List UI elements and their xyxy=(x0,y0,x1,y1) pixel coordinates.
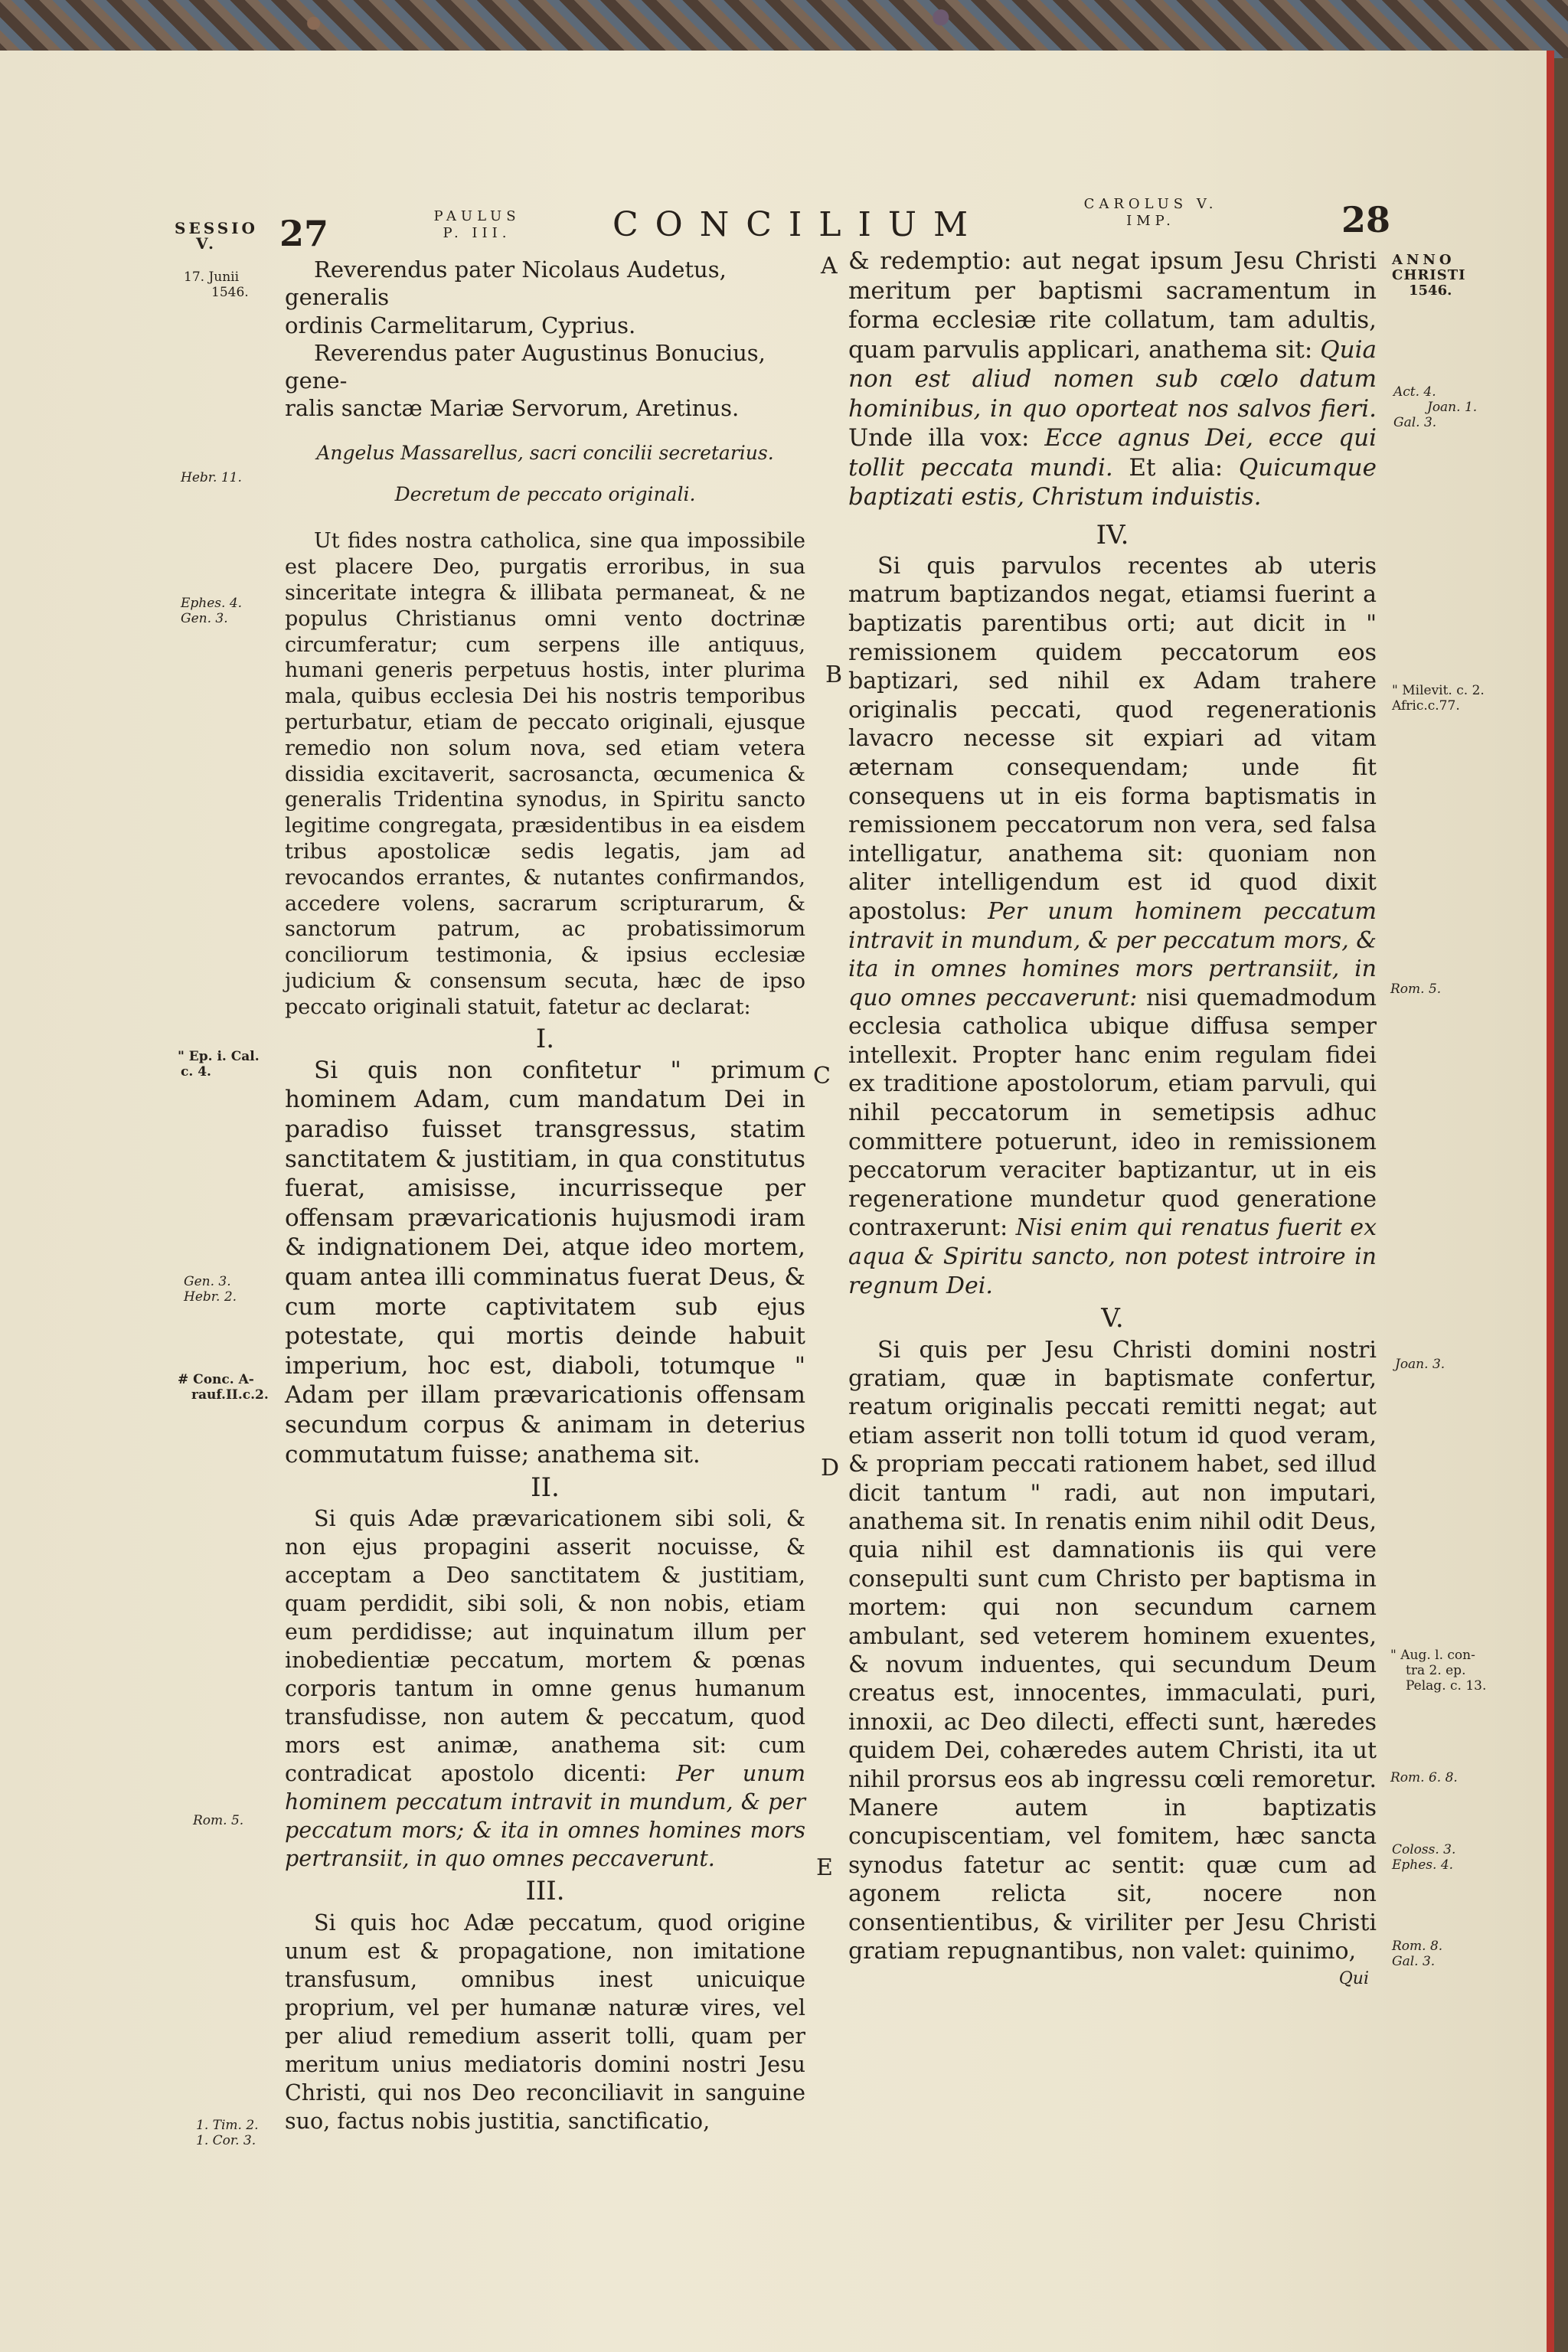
emperor-name: CAROLUS V. xyxy=(1083,196,1218,212)
canon-1-number: I. xyxy=(535,1023,555,1054)
ref-gal3b: Gal. 3. xyxy=(1392,1954,1436,1969)
canon-4-number: IV. xyxy=(1096,519,1129,550)
ref-afric: Afric.c.77. xyxy=(1392,698,1460,714)
canon-3-cont-unde: Unde illa vox: xyxy=(848,424,1045,452)
session-number: V. xyxy=(196,234,217,253)
margin-ref-tim-cor xyxy=(196,2118,280,2148)
canon-3-quote-john: Ecce agnus Dei, ecce qui tollit peccata mundi. xyxy=(848,424,1377,482)
margin-date xyxy=(184,270,276,300)
attendee-1-line2: ordinis Carmelitarum, Cyprius. xyxy=(285,312,636,338)
canon-4-text xyxy=(848,552,1377,1300)
ref-aug: " Aug. l. con- xyxy=(1390,1648,1475,1663)
ref-gen3: Gen. 3. xyxy=(181,611,228,626)
margin-ref-coloss xyxy=(1392,1842,1484,1873)
margin-ref-conc xyxy=(178,1372,285,1403)
margin-ref-rom5-right: Rom. 5. xyxy=(1390,982,1442,997)
margin-ref-acts xyxy=(1393,384,1508,430)
right-column xyxy=(848,247,1377,1994)
ref-milev: " Milevit. c. 2. xyxy=(1392,683,1485,698)
canon-3-continuation xyxy=(848,247,1377,512)
ref-gen3b: Gen. 3. xyxy=(184,1274,231,1289)
ref-conc2: rauf.II.c.2. xyxy=(191,1387,269,1403)
margin-ref-joan3: Joan. 3. xyxy=(1395,1357,1446,1372)
section-letter-a: A xyxy=(821,253,838,279)
margin-ref-ephes xyxy=(181,596,273,626)
ref-rom8: Rom. 8. xyxy=(1392,1939,1443,1954)
ref-tim: 1. Tim. 2. xyxy=(196,2118,259,2133)
attendee-2-line1: Reverendus pater Augustinus Bonucius, gene- xyxy=(285,339,766,394)
left-pope-name xyxy=(420,208,534,242)
ref-hebr2: Hebr. 2. xyxy=(184,1289,237,1305)
canon-5-number: V. xyxy=(1101,1303,1124,1334)
ref-aug3: Pelag. c. 13. xyxy=(1406,1678,1487,1694)
emperor-title: IMP. xyxy=(1126,213,1175,229)
pope-ordinal: P. III. xyxy=(443,225,511,241)
right-page-number: 28 xyxy=(1341,199,1391,240)
left-column xyxy=(285,256,805,2135)
canon-3-quote-acts: Quia non est aliud nomen sub cœlo datum hominibus, in quo oporteat nos salvos fieri. xyxy=(848,335,1377,423)
canon-4-body: Si quis parvulos recentes ab uteris matrum baptizandos negat, etiamsi fuerint a baptizatis parentibus orti; aut dicit in " remissionem quidem peccatorum eos baptizari, sed nihil ex Adam trahere originalis peccati, quod regenerationis lavacro necesse sit expiari ad vitam æternam consequendam; unde fit consequens ut in eis forma baptismatis in remissionem peccatorum non vera, sed falsa intelligatur, anathema sit: quoniam non aliter intelligendum est id quod dixit apostolus: xyxy=(848,552,1377,925)
canon-2-body: Si quis Adæ prævaricationem sibi soli, & non ejus propagini asserit nocuisse, & acceptam a Deo sanctitatem & justitiam, quam perdidit, sibi soli, & non nobis, etiam eum perdidisse; aut inquinatum illum per inobedientiæ peccatum, mortem & pœnas corporis tantum in omne genus humanum transfudisse, non autem & peccatum, quod mors est animæ, anathema sit: cum contradicat apostolo dicenti: xyxy=(285,1506,805,1787)
ref-coloss: Coloss. 3. xyxy=(1392,1842,1456,1857)
ref-ephes: Ephes. 4. xyxy=(181,596,243,611)
catchword: Qui xyxy=(1338,1969,1369,1989)
margin-ref-gen-hebr xyxy=(184,1274,276,1305)
pope-name: PAULUS xyxy=(433,208,521,224)
canon-3-number: III. xyxy=(525,1876,565,1907)
section-letter-c: C xyxy=(813,1063,831,1089)
margin-ref-epistle xyxy=(178,1049,277,1080)
ref-ep-col2: c. 4. xyxy=(181,1064,211,1080)
right-emperor-name xyxy=(1070,196,1231,230)
canon-3-cont-text: & redemptio: aut negat ipsum Jesu Christi meritum per baptismi sacramentum in forma ecclesiæ rite collatum, tam adultis, quam parvulis applicari, anathema sit: xyxy=(848,247,1377,364)
running-title: CONCILIUM xyxy=(612,205,985,244)
margin-anno xyxy=(1392,253,1507,299)
session-date: 17. Junii xyxy=(184,270,240,285)
session-year: 1546. xyxy=(211,285,249,300)
section-letter-d: D xyxy=(821,1455,840,1481)
ref-ep-col: " Ep. i. Cal. xyxy=(178,1049,260,1064)
section-letter-b: B xyxy=(825,662,843,688)
decree-title: Decretum de peccato originali. xyxy=(394,483,696,506)
canon-3-quote-gal: Quicumque baptizati estis, Christum induistis. xyxy=(848,453,1377,511)
canon-2-number: II. xyxy=(531,1472,560,1504)
margin-ref-milevit xyxy=(1392,683,1514,714)
margin-ref-hebr11: Hebr. 11. xyxy=(181,470,242,485)
attendee-1-line1: Reverendus pater Nicolaus Audetus, generalis xyxy=(285,256,727,311)
ref-cor: 1. Cor. 3. xyxy=(196,2133,256,2148)
canon-4-quote-rom: Per unum hominem peccatum intravit in mundum, & per peccatum mors, & ita in omnes homines mors pertransiit, in quo omnes peccaverunt: xyxy=(848,897,1377,1011)
book-page xyxy=(0,51,1554,2352)
fabric-background xyxy=(0,0,1568,58)
margin-session xyxy=(175,220,274,251)
canon-5-text: Si quis per Jesu Christi domini nostri gratiam, quæ in baptismate confertur, reatum originalis peccati remitti negat; aut etiam asserit non tolli totum id quod veram, & propriam peccati rationem habet, sed illud dicit tantum " radi, aut non imputari, anathema sit. In renatis enim nihil odit Deus, quia nihil est damnationis iis qui vere consepulti sunt cum Christo per baptisma in mortem: qui non secundum carnem ambulant, sed veterem hominem exuentes, & novum induentes, qui secundum Deum creatus est, innocentes, immaculati, puri, innoxii, ac Deo dilecti, effecti sunt, hæredes quidem Dei, cohæredes autem Christi, ita ut nihil prorsus eos ab ingressu cœli remoretur. Manere autem in baptizatis concupiscentiam, vel fomitem, hæc sancta synodus fatetur ac sentit: quæ cum ad agonem relicta sit, nocere non consentientibus, & viriliter per Jesu Christi gratiam repugnantibus, non valet: quinimo, xyxy=(848,1336,1377,1965)
canon-3-text: Si quis hoc Adæ peccatum, quod origine unum est & propagatione, non imitatione transfusum, omnibus inest unicuique proprium, vel per humanæ naturæ vires, vel per aliud remedium asserit tolli, quam per meritum unius mediatoris domini nostri Jesu Christi, qui nos Deo reconciliavit in sanguine suo, factus nobis justitia, sanctificatio, xyxy=(285,1909,805,2134)
margin-ref-rom68: Rom. 6. 8. xyxy=(1390,1770,1458,1785)
left-page-number: 27 xyxy=(279,213,329,254)
christi-label: CHRISTI xyxy=(1392,267,1466,283)
margin-ref-rom5: Rom. 5. xyxy=(193,1813,244,1828)
canon-4-quote-john: Nisi enim qui renatus fuerit ex aqua & Spiritu sancto, non potest introire in regnum Dei. xyxy=(848,1214,1377,1299)
section-letter-e: E xyxy=(816,1854,833,1881)
ref-ephes4: Ephes. 4. xyxy=(1392,1857,1454,1873)
ref-act: Act. 4. xyxy=(1393,384,1436,400)
ref-aug2: tra 2. ep. xyxy=(1406,1663,1466,1678)
anno-label: ANNO xyxy=(1392,252,1455,268)
secretary-line: Angelus Massarellus, sacri concilii secretarius. xyxy=(316,441,774,464)
canon-2-quote: Per unum hominem peccatum intravit in mundum, & per peccatum mors; & ita in omnes homines mors pertransiit, in quo omnes peccaverunt. xyxy=(285,1761,805,1872)
ref-gal3: Gal. 3. xyxy=(1393,415,1437,430)
canon-4-body-2: nisi quemadmodum ecclesia catholica ubique diffusa semper intellexit. Propter hanc enim regulam fidei ex traditione apostolorum, etiam parvuli, qui nihil peccatorum in semetipsis adhuc committere potuerunt, ideo in remissionem peccatorum veraciter baptizantur, ut in eis regeneratione mundetur quod generatione contraxerunt: xyxy=(848,984,1377,1242)
session-label: SESSIO xyxy=(175,219,258,237)
ref-joan: Joan. 1. xyxy=(1427,400,1478,415)
attendee-2-line2: ralis sanctæ Mariæ Servorum, Aretinus. xyxy=(285,395,740,422)
anno-year: 1546. xyxy=(1409,283,1452,299)
canon-3-cont-alia: Et alia: xyxy=(1112,453,1239,482)
ref-conc: # Conc. A- xyxy=(178,1372,254,1387)
canon-1-text: Si quis non confitetur " primum hominem Adam, cum mandatum Dei in paradiso fuisset transgressus, statim sanctitatem & justitiam, in qua constitutus fuerat, amisisse, incurrisseque per offensam prævaricationis hujusmodi iram & indignationem Dei, atque ideo mortem, quam antea illi comminatus fuerat Deus, & cum morte captivitatem sub ejus potestate, qui mortis deinde habuit imperium, hoc est, diaboli, totumque " Adam per illam prævaricationis offensam secundum corpus & animam in deterius commutatum fuisse; anathema sit. xyxy=(285,1056,805,1468)
margin-ref-augustine xyxy=(1390,1648,1521,1694)
margin-ref-rom8 xyxy=(1392,1939,1484,1969)
decree-intro: Ut fides nostra catholica, sine qua impossibile est placere Deo, purgatis erroribus, in sua sinceritate integra & illibata permaneat, & ne populus Christianus omni vento doctrinæ circumferatur; cum serpens ille antiquus, humani generis perpetuus hostis, inter plurima mala, quibus ecclesia Dei his nostris temporibus perturbatur, etiam de peccato originali, ejusque remedio non solum nova, sed etiam vetera dissidia excitaverit, sacrosancta, œcumenica & generalis Tridentina synodus, in Spiritu sancto legitime congregata, præsidentibus in ea eisdem tribus apostolicæ sedis legatis, jam ad revocandos errantes, & nutantes confirmandos, accedere volens, sacrarum scripturarum, & sanctorum patrum, ac probatissimorum conciliorum testimonia, & ipsius ecclesiæ judicium & consensum secuta, hæc de ipso peccato originali statuit, fatetur ac declarat: xyxy=(285,529,805,1019)
canon-2-text xyxy=(285,1504,805,1873)
